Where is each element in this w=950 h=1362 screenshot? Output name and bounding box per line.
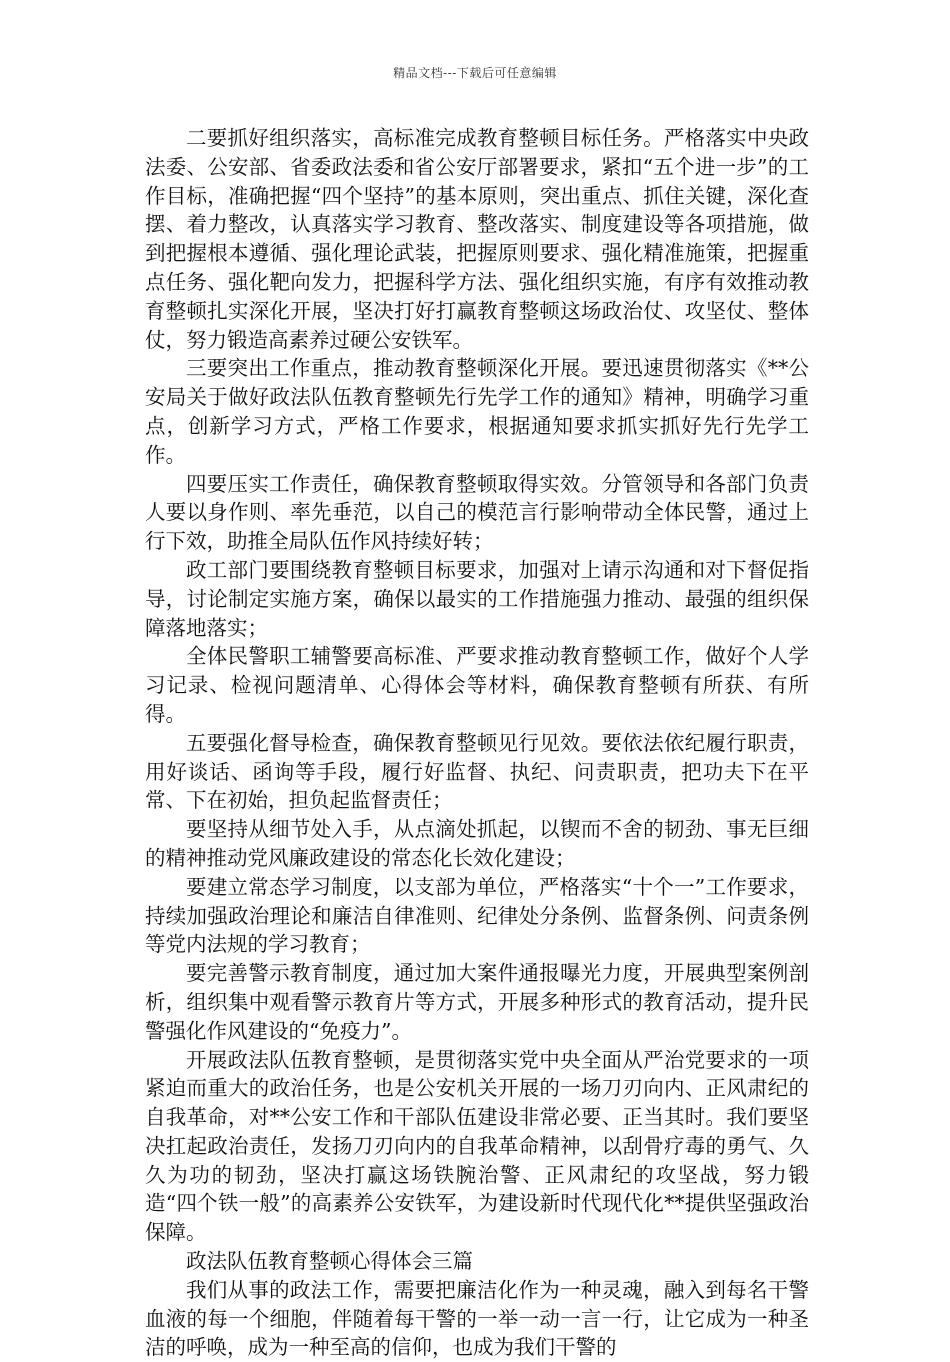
- paragraph: 政工部门要围绕教育整顿目标要求，加强对上请示沟通和对下督促指导，讨论制定实施方案，确保以最实的工作措施强力推动、最强的组织保障落地落实；: [145, 557, 809, 640]
- paragraph: 三要突出工作重点，推动教育整顿深化开展。要迅速贯彻落实《**公安局关于做好政法队伍教育整顿先行先学工作的通知》精神，明确学习重点，创新学习方式，严格工作要求，根据通知要求抓实抓好先行先学工作。: [145, 356, 809, 467]
- paragraph: 开展政法队伍教育整顿，是贯彻落实党中央全面从严治党要求的一项紧迫而重大的政治任务，也是公安机关开展的一场刀刃向内、正风肃纪的自我革命，对**公安工作和干部队伍建设非常必要、正当其时。我们要坚决扛起政治责任，发扬刀刃向内的自我革命精神，以刮骨疗毒的勇气、久久为功的韧劲，坚决打赢这场铁腕治警、正风肃纪的攻坚战，努力锻造“四个铁一般”的高素养公安铁军，为建设新时代现代化**提供坚强政治保障。: [145, 1047, 809, 1245]
- paragraph: 要坚持从细节处入手，从点滴处抓起，以锲而不舍的韧劲、事无巨细的精神推动党风廉政建设的常态化长效化建设；: [145, 817, 809, 870]
- paragraph: 全体民警职工辅警要高标准、严要求推动教育整顿工作，做好个人学习记录、检视问题清单、心得体会等材料，确保教育整顿有所获、有所得。: [145, 644, 809, 726]
- section-title: 政法队伍教育整顿心得体会三篇: [186, 1249, 473, 1274]
- paragraph: 要建立常态学习制度，以支部为单位，严格落实“十个一”工作要求，持续加强政治理论和廉洁自律准则、纪律处分条例、监督条例、问责条例等党内法规的学习教育；: [145, 874, 809, 957]
- paragraph: 要完善警示教育制度，通过加大案件通报曝光力度，开展典型案例剖析，组织集中观看警示教育片等方式，开展多种形式的教育活动，提升民警强化作风建设的“免疫力”。: [145, 961, 809, 1043]
- paragraph: 五要强化督导检查，确保教育整顿见行见效。要依法依纪履行职责，用好谈话、函询等手段，履行好监督、执纪、问责职责，把功夫下在平常、下在初始，担负起监督责任；: [145, 730, 809, 813]
- paragraph: 二要抓好组织落实，高标准完成教育整顿目标任务。严格落实中央政法委、公安部、省委政法委和省公安厅部署要求，紧扣“五个进一步”的工作目标，准确把握“四个坚持”的基本原则，突出重点、抓住关键，深化查摆、着力整改，认真落实学习教育、整改落实、制度建设等各项措施，做到把握根本遵循、强化理论武装，把握原则要求、强化精准施策，把握重点任务、强化靶向发力，把握科学方法、强化组织实施，有序有效推动教育整顿扎实深化开展，坚决打好打赢教育整顿这场政治仗、攻坚仗、整体仗，努力锻造高素养过硬公安铁军。: [145, 126, 809, 352]
- document-body: [145, 124, 809, 1362]
- page-header: 精品文档---下载后可任意编辑: [393, 66, 557, 80]
- paragraph: 我们从事的政法工作，需要把廉洁化作为一种灵魂，融入到每名干警血液的每一个细胞，伴随着每干警的一举一动一言一行，让它成为一种圣洁的呼唤，成为一种至高的信仰，也成为我们干警的: [145, 1277, 809, 1360]
- paragraph: 四要压实工作责任，确保教育整顿取得实效。分管领导和各部门负责人要以身作则、率先垂范，以自己的模范言行影响带动全体民警，通过上行下效，助推全局队伍作风持续好转；: [145, 471, 809, 554]
